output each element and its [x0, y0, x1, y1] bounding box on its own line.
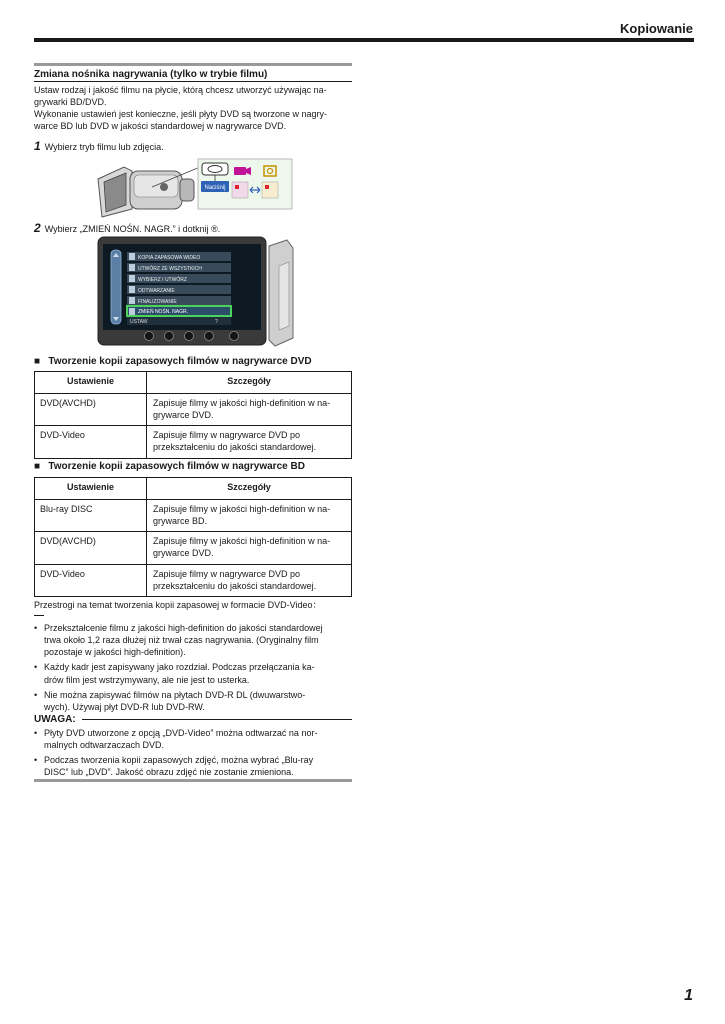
cautions-list	[34, 622, 352, 716]
cautions-title: Przestrogi na temat tworzenia kopii zapasowej w formacie DVD-Video：	[34, 600, 322, 610]
dvd-table-heading: ■ Tworzenie kopii zapasowych filmów w nagrywarce DVD	[34, 356, 312, 367]
menu-item-selected: ZMIEŃ NOŚN. NAGR.	[138, 309, 189, 315]
intro-line: grywarki BD/DVD.	[34, 97, 107, 108]
table-row	[35, 394, 352, 426]
section-title: Zmiana nośnika nagrywania (tylko w trybie filmu)	[34, 69, 268, 80]
list-item-line: • Nie można zapisywać filmów na płytach DVD-R DL (dwuwarstwo-	[44, 689, 306, 700]
list-item	[34, 622, 352, 658]
menu-item: ODTWARZANIE	[138, 288, 175, 294]
step-text: Wybierz tryb filmu lub zdjęcia.	[44, 142, 164, 152]
dvd-table-heading-text: Tworzenie kopii zapasowych filmów w nagrywarce DVD	[48, 356, 312, 367]
step-text: Wybierz „ZMIEŃ NOŚN. NAGR.” i dotknij ®.	[44, 224, 221, 234]
setting-cell: DVD(AVCHD)	[35, 394, 147, 426]
details-line: grywarce BD.	[153, 516, 208, 527]
touch-button-icon	[205, 332, 214, 341]
section-title-rule	[34, 81, 352, 82]
touch-button-icon	[145, 332, 154, 341]
section-bottom-bar	[34, 779, 352, 782]
intro-line: Wykonanie ustawień jest konieczne, jeśli płyty DVD są tworzone w nagry-	[34, 109, 328, 120]
press-label: Naciśnij	[204, 185, 226, 191]
list-item-line: pozostaje w jakości high-definition).	[44, 647, 186, 658]
details-line: Zapisuje filmy w nagrywarce DVD po	[153, 430, 301, 441]
lcd-menu-figure	[97, 236, 295, 348]
table-header-row	[35, 478, 352, 500]
details-line: Zapisuje filmy w nagrywarce DVD po	[153, 568, 301, 579]
intro-line: Ustaw rodzaj i jakość filmu na płycie, którą chcesz utworzyć używając na-	[34, 85, 327, 95]
setting-cell: Blu-ray DISC	[35, 500, 147, 532]
bd-table-heading-text: Tworzenie kopii zapasowych filmów w nagrywarce BD	[48, 461, 305, 472]
touch-button-icon	[185, 332, 194, 341]
list-item	[34, 727, 352, 751]
header-rule	[34, 38, 694, 42]
note-rule	[82, 719, 352, 720]
list-item-line: wych). Używaj płyt DVD-R lub DVD-RW.	[44, 701, 205, 712]
list-item	[34, 689, 352, 713]
table-row	[35, 426, 352, 458]
note-list	[34, 727, 352, 782]
bd-table-heading: ■ Tworzenie kopii zapasowych filmów w nagrywarce BD	[34, 461, 305, 472]
list-item-line: • Płyty DVD utworzone z opcją „DVD-Video” można odtwarzać na nor-	[44, 728, 318, 738]
list-item-line: trwa około 1,2 raza dłużej niż trwał czas nagrywania. (Oryginalny film	[44, 635, 319, 646]
column-header-setting: Ustawienie	[35, 478, 147, 500]
table-row	[35, 500, 352, 532]
details-line: grywarce DVD.	[153, 410, 214, 421]
menu-item: KOPIA ZAPASOWA WIDEO	[138, 255, 201, 261]
details-line: przekształceniu do jakości standardowej.	[153, 580, 317, 591]
setting-cell: DVD-Video	[35, 564, 147, 596]
note-label: UWAGA:	[34, 714, 76, 725]
setting-cell: DVD-Video	[35, 426, 147, 458]
section-intro	[34, 84, 352, 133]
camcorder-icon	[98, 167, 200, 217]
details-line: grywarce DVD.	[153, 548, 214, 559]
page-number: 1	[684, 987, 693, 1004]
details-cell	[147, 564, 352, 596]
step-2	[34, 220, 220, 236]
details-cell	[147, 426, 352, 458]
details-cell	[147, 500, 352, 532]
list-item	[34, 661, 352, 685]
table-header-row	[35, 372, 352, 394]
details-line: Zapisuje filmy w jakości high-definition w na-	[153, 504, 331, 514]
bd-settings-table	[34, 477, 352, 597]
intro-line: warce BD lub DVD w jakości standardowej w nagrywarce DVD.	[34, 121, 287, 132]
video-mode-icon	[234, 167, 246, 175]
cautions-dash	[34, 615, 44, 616]
column-header-details: Szczegóły	[147, 372, 352, 394]
menu-footer-set: USTAW	[130, 319, 148, 325]
step-1	[34, 138, 164, 154]
step-number: 1	[34, 139, 41, 153]
scroll-bar-icon	[111, 250, 121, 324]
table-row	[35, 564, 352, 596]
touch-button-icon	[165, 332, 174, 341]
section-top-bar	[34, 63, 352, 66]
details-line: Zapisuje filmy w jakości high-definition w na-	[153, 536, 331, 547]
details-cell	[147, 532, 352, 564]
column-header-setting: Ustawienie	[35, 372, 147, 394]
step-number: 2	[34, 221, 41, 235]
page-header-title: Kopiowanie	[620, 21, 693, 36]
details-line: przekształceniu do jakości standardowej.	[153, 442, 317, 453]
table-row	[35, 532, 352, 564]
column-header-details: Szczegóły	[147, 478, 352, 500]
setting-cell: DVD(AVCHD)	[35, 532, 147, 564]
menu-footer-help: ?	[215, 319, 218, 325]
touch-button-icon	[230, 332, 239, 341]
details-line: Zapisuje filmy w jakości high-definition w na-	[153, 398, 331, 408]
details-cell	[147, 394, 352, 426]
menu-item: UTWÓRZ ZE WSZYSTKICH	[138, 266, 202, 272]
list-item-line: • Przekształcenie filmu z jakości high-definition do jakości standardowej	[44, 623, 323, 633]
mode-button-icon	[202, 163, 228, 175]
list-item-line: drów film jest wstrzymywany, ale nie jest to usterka.	[44, 674, 250, 685]
list-item-line: • Podczas tworzenia kopii zapasowych zdjęć, można wybrać „Blu-ray	[44, 755, 314, 766]
list-item-line: • Każdy kadr jest zapisywany jako rozdział. Podczas przełączania ka-	[44, 662, 315, 673]
list-item	[34, 754, 352, 778]
list-item-line: malnych odtwarzaczach DVD.	[44, 740, 165, 751]
list-item-line: DISC” lub „DVD”. Jakość obrazu zdjęć nie zostanie zmieniona.	[44, 767, 294, 778]
dvd-settings-table	[34, 371, 352, 459]
menu-item: WYBIERZ I UTWÓRZ	[138, 277, 187, 283]
menu-item: FINALIZOWANIE	[138, 299, 177, 305]
camcorder-mode-figure	[94, 157, 294, 223]
